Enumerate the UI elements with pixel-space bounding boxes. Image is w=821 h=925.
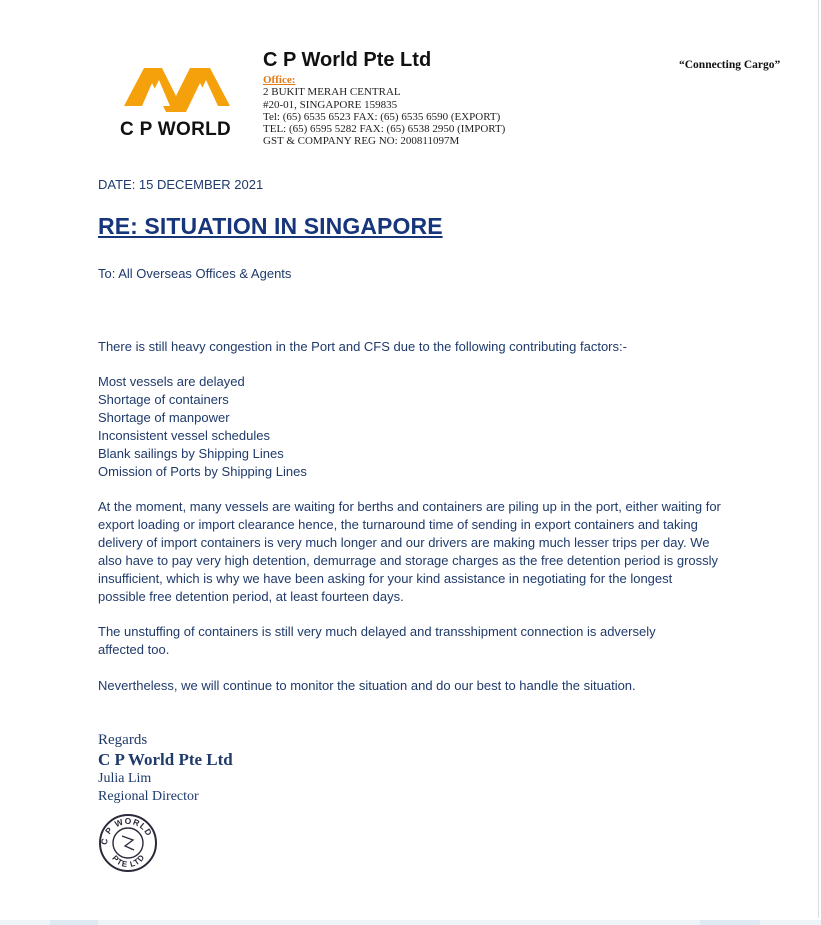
body-paragraph-2: The unstuffing of containers is still very much delayed and transshipment connection is adversely affected too. [98,624,656,657]
list-item: Most vessels are delayed [98,374,245,389]
list-item: Omission of Ports by Shipping Lines [98,463,307,479]
registration-line: GST & COMPANY REG NO: 200811097M [263,135,460,148]
phone-import-line: TEL: (65) 6595 5282 FAX: (65) 6538 2950 (IMPORT) [263,123,506,136]
company-stamp-icon [97,812,159,874]
recipient-line: To: All Overseas Offices & Agents [98,266,292,281]
list-item: Inconsistent vessel schedules [98,427,270,443]
closing-block [98,731,233,805]
signatory-title: Regional Director [98,788,199,804]
intro-paragraph: There is still heavy congestion in the Port and CFS due to the following contributing factors:- [98,339,627,354]
logo-text: C P WORLD [120,119,232,140]
company-name: C P World Pte Ltd [263,49,432,71]
office-address-block [263,74,505,148]
page-bottom-edge [0,920,821,925]
signature-company: C P World Pte Ltd [98,750,233,769]
body-paragraph-1: At the moment, many vessels are waiting for berths and containers are piling up in the port, either waiting for export loading or import clearance hence, the turnaround time of sending in export containers and taking delivery of import containers is very much longer and our drivers are making much lesser trips per day. We also have to pay very high detention, demurrage and storage charges as the free detention period is grossly insufficient, which is why we have been asking for your kind assistance in negotiating for the longest possible free detention period, at least fourteen days. [98,499,721,604]
address-line: 2 BUKIT MERAH CENTRAL [263,86,401,99]
factors-list [98,373,738,480]
letter-date: DATE: 15 DECEMBER 2021 [98,177,264,192]
body-paragraph-3: Nevertheless, we will continue to monitor the situation and do our best to handle the situation. [98,678,636,693]
list-item: Blank sailings by Shipping Lines [98,445,284,461]
svg-text:C P WORLD: C P WORLD [98,815,155,846]
phone-export-line: Tel: (65) 6535 6523 FAX: (65) 6535 6590 (EXPORT) [263,110,501,123]
list-item: Shortage of containers [98,391,229,407]
regards-text: Regards [98,732,148,748]
signatory-name: Julia Lim [98,771,152,786]
letter-subject: RE: SITUATION IN SINGAPORE [98,213,443,239]
svg-text:PTE LTD: PTE LTD [110,852,147,870]
list-item: Shortage of manpower [98,409,230,425]
office-label: Office: [263,74,296,86]
address-line: #20-01, SINGAPORE 159835 [263,98,398,111]
slogan: “Connecting Cargo” [679,59,781,71]
